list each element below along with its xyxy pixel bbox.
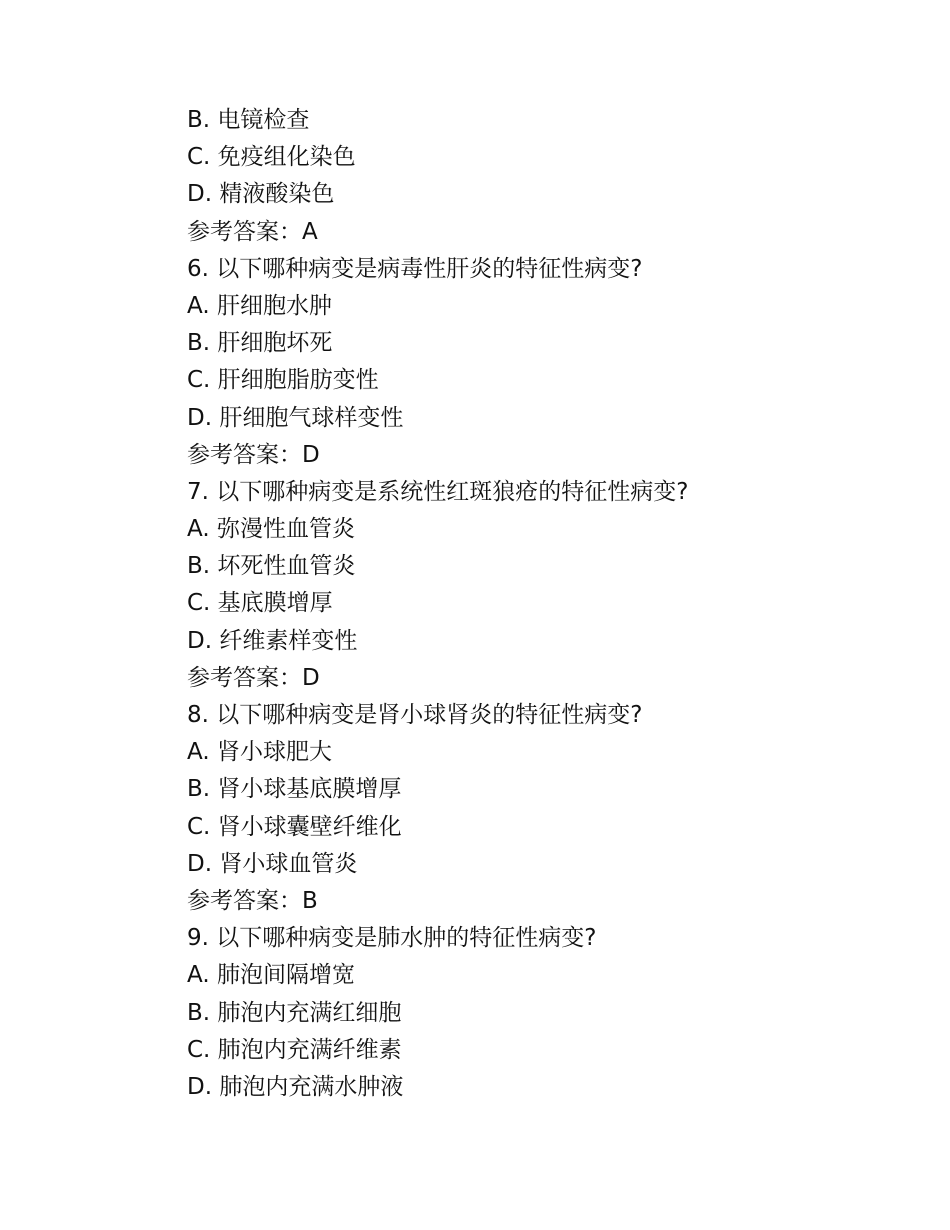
option-q7-b: B. 坏死性血管炎 bbox=[187, 553, 356, 580]
answer-q7: 参考答案：D bbox=[187, 664, 320, 691]
question-8: 8. 以下哪种病变是肾小球肾炎的特征性病变? bbox=[187, 702, 643, 728]
option-q6-b: B. 肝细胞坏死 bbox=[187, 330, 333, 357]
option-q7-a: A. 弥漫性血管炎 bbox=[187, 516, 355, 543]
option-q7-c: C. 基底膜增厚 bbox=[187, 590, 333, 617]
option-q5-b: B. 电镜检查 bbox=[187, 107, 310, 133]
option-q7-d: D. 纤维素样变性 bbox=[187, 627, 358, 654]
option-q8-b: B. 肾小球基底膜增厚 bbox=[187, 776, 402, 803]
option-q6-c: C. 肝细胞脂肪变性 bbox=[187, 367, 379, 394]
option-q6-a: A. 肝细胞水肿 bbox=[187, 292, 332, 319]
option-q9-b: B. 肺泡内充满红细胞 bbox=[187, 999, 402, 1026]
option-q8-d: D. 肾小球血管炎 bbox=[187, 850, 358, 877]
question-6: 6. 以下哪种病变是病毒性肝炎的特征性病变? bbox=[187, 255, 643, 282]
document-body bbox=[187, 102, 887, 1106]
option-q6-d: D. 肝细胞气球样变性 bbox=[187, 404, 404, 431]
answer-q6: 参考答案：D bbox=[187, 441, 320, 468]
option-q9-c: C. 肺泡内充满纤维素 bbox=[187, 1036, 402, 1063]
option-q9-d: D. 肺泡内充满水肿液 bbox=[187, 1073, 404, 1100]
option-q9-a: A. 肺泡间隔增宽 bbox=[187, 962, 355, 989]
answer-q5: 参考答案：A bbox=[187, 218, 318, 245]
question-7: 7. 以下哪种病变是系统性红斑狼疮的特征性病变? bbox=[187, 478, 689, 505]
option-q8-c: C. 肾小球囊壁纤维化 bbox=[187, 813, 402, 840]
answer-q8: 参考答案：B bbox=[187, 887, 318, 914]
option-q8-a: A. 肾小球肥大 bbox=[187, 739, 332, 766]
option-q5-d: D. 精液酸染色 bbox=[187, 181, 335, 208]
question-9: 9. 以下哪种病变是肺水肿的特征性病变? bbox=[187, 925, 597, 952]
option-q5-c: C. 免疫组化染色 bbox=[187, 144, 356, 171]
